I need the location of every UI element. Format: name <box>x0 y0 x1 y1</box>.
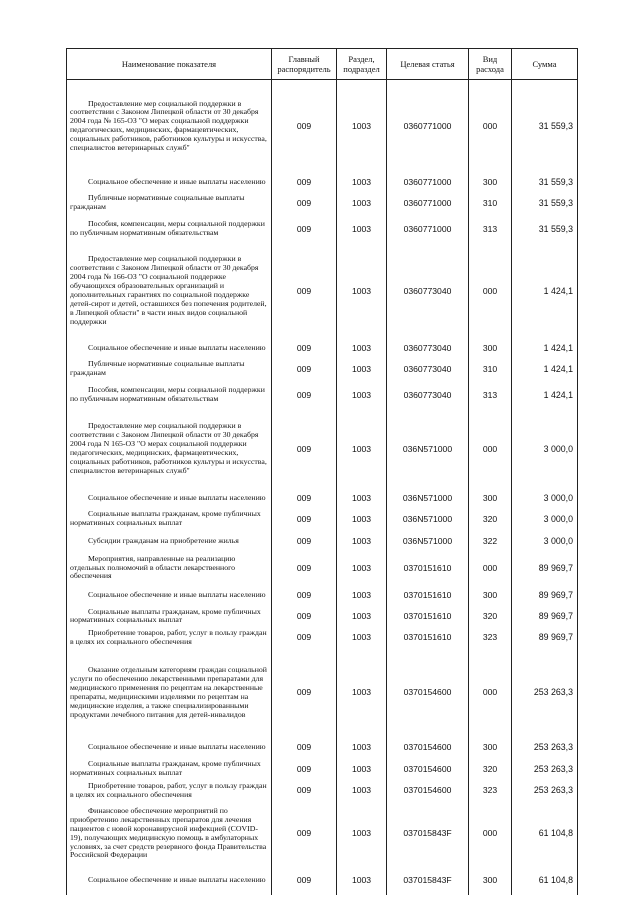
row-admin: 009 <box>272 410 337 488</box>
row-sum: 253 263,3 <box>512 736 578 758</box>
row-article: 036N571000 <box>387 488 469 508</box>
row-type: 000 <box>469 80 512 172</box>
header-section: Раздел, подраздел <box>337 49 387 80</box>
row-sum: 3 000,0 <box>512 530 578 552</box>
row-sum: 1 424,1 <box>512 338 578 358</box>
row-admin: 009 <box>272 508 337 530</box>
table-row <box>67 801 578 865</box>
row-admin: 009 <box>272 530 337 552</box>
table-row <box>67 508 578 530</box>
row-article: 037015843F <box>387 801 469 865</box>
row-type: 000 <box>469 410 512 488</box>
row-admin: 009 <box>272 488 337 508</box>
row-article: 036N571000 <box>387 410 469 488</box>
row-sum: 253 263,3 <box>512 648 578 736</box>
row-admin: 009 <box>272 172 337 192</box>
row-section: 1003 <box>337 488 387 508</box>
row-article: 0370151610 <box>387 606 469 627</box>
row-section: 1003 <box>337 80 387 172</box>
row-name <box>67 338 272 358</box>
row-section: 1003 <box>337 214 387 244</box>
row-type: 000 <box>469 648 512 736</box>
row-admin: 009 <box>272 358 337 380</box>
row-name <box>67 779 272 801</box>
row-sum: 89 969,7 <box>512 626 578 648</box>
row-name <box>67 508 272 530</box>
row-article: 0370151610 <box>387 626 469 648</box>
row-name <box>67 410 272 488</box>
row-admin: 009 <box>272 192 337 214</box>
row-article: 0360771000 <box>387 172 469 192</box>
header-type: Вид расхода <box>469 49 512 80</box>
row-section: 1003 <box>337 865 387 895</box>
row-sum: 253 263,3 <box>512 758 578 779</box>
row-name-text: Социальные выплаты гражданам, кроме публичных нормативных социальных выплат <box>70 759 261 778</box>
table-header-row <box>67 49 578 80</box>
row-name-text: Субсидии гражданам на приобретение жилья <box>88 535 239 545</box>
row-name <box>67 488 272 508</box>
table-row <box>67 172 578 192</box>
row-article: 0370154600 <box>387 736 469 758</box>
row-section: 1003 <box>337 508 387 530</box>
table-row <box>67 192 578 214</box>
row-type: 313 <box>469 214 512 244</box>
row-admin: 009 <box>272 758 337 779</box>
row-name <box>67 552 272 584</box>
row-section: 1003 <box>337 584 387 606</box>
row-name-text: Публичные нормативные социальные выплаты гражданам <box>70 193 245 211</box>
row-admin: 009 <box>272 214 337 244</box>
row-sum: 3 000,0 <box>512 488 578 508</box>
row-type: 310 <box>469 358 512 380</box>
row-type: 300 <box>469 338 512 358</box>
row-article: 0360773040 <box>387 358 469 380</box>
row-name <box>67 380 272 410</box>
row-article: 0370154600 <box>387 758 469 779</box>
row-section: 1003 <box>337 358 387 380</box>
row-name-text: Публичные нормативные социальные выплаты гражданам <box>70 359 245 377</box>
row-name-text: Предоставление мер социальной поддержки в соответствии с Законом Липецкой области от 30 декабря 2004 года № 165-ОЗ "О мерах социальной поддержки педагогических, медицинских, фармацевтических, социальных работников, работников культуры и искусства, специалистов ветеринарных служб" <box>70 98 267 153</box>
budget-table <box>66 48 578 895</box>
row-article: 037015843F <box>387 865 469 895</box>
row-sum: 61 104,8 <box>512 801 578 865</box>
row-name <box>67 530 272 552</box>
row-article: 0360771000 <box>387 192 469 214</box>
row-name <box>67 736 272 758</box>
row-article: 0370151610 <box>387 584 469 606</box>
header-admin: Главный распорядитель <box>272 49 337 80</box>
row-article: 0360773040 <box>387 244 469 338</box>
row-name <box>67 758 272 779</box>
row-type: 300 <box>469 488 512 508</box>
row-name-text: Приобретение товаров, работ, услуг в пользу граждан в целях их социального обеспечения <box>70 780 267 799</box>
row-type: 300 <box>469 736 512 758</box>
row-name-text: Мероприятия, направленные на реализацию отдельных полномочий в области лекарственного обеспечения <box>70 553 236 581</box>
row-type: 000 <box>469 244 512 338</box>
row-sum: 1 424,1 <box>512 358 578 380</box>
row-name-text: Приобретение товаров, работ, услуг в пользу граждан в целях их социального обеспечения <box>70 627 267 646</box>
row-admin: 009 <box>272 584 337 606</box>
header-sum: Сумма <box>512 49 578 80</box>
row-section: 1003 <box>337 626 387 648</box>
row-section: 1003 <box>337 736 387 758</box>
row-sum: 1 424,1 <box>512 380 578 410</box>
row-type: 310 <box>469 192 512 214</box>
row-sum: 253 263,3 <box>512 779 578 801</box>
row-admin: 009 <box>272 736 337 758</box>
row-article: 0370154600 <box>387 648 469 736</box>
row-section: 1003 <box>337 779 387 801</box>
row-sum: 61 104,8 <box>512 865 578 895</box>
row-name <box>67 214 272 244</box>
table-row <box>67 552 578 584</box>
table-row <box>67 736 578 758</box>
table-row <box>67 80 578 172</box>
row-name-text: Финансовое обеспечение мероприятий по приобретению лекарственных препаратов для лечения пациентов с новой коронавирусной инфекцией (COVID-19), получающих медицинскую помощь в амбулаторных условиях, за счет средств резервного фонда Правительства Российской Федерации <box>70 805 267 860</box>
row-name-text: Предоставление мер социальной поддержки в соответствии с Законом Липецкой области от 30 декабря 2004 года № 166-ОЗ "О социальной поддержке обучающихся образовательных организаций и дополнительных гарантиях по социальной поддержке детей-сирот и детей, оставшихся без попечения родителей, в Липецкой области" в части иных видов социальной поддержки <box>70 254 267 326</box>
table-row <box>67 626 578 648</box>
row-section: 1003 <box>337 244 387 338</box>
row-admin: 009 <box>272 244 337 338</box>
table-row <box>67 758 578 779</box>
row-article: 0370154600 <box>387 779 469 801</box>
row-name <box>67 358 272 380</box>
row-type: 322 <box>469 530 512 552</box>
row-type: 320 <box>469 606 512 627</box>
row-section: 1003 <box>337 338 387 358</box>
row-name-text: Пособия, компенсации, меры социальной поддержки по публичным нормативным обязательствам <box>70 219 265 237</box>
row-sum: 31 559,3 <box>512 80 578 172</box>
row-name <box>67 244 272 338</box>
row-type: 323 <box>469 626 512 648</box>
row-sum: 31 559,3 <box>512 192 578 214</box>
row-name-text: Социальные выплаты гражданам, кроме публичных нормативных социальных выплат <box>70 606 261 625</box>
row-admin: 009 <box>272 552 337 584</box>
row-type: 320 <box>469 508 512 530</box>
row-admin: 009 <box>272 80 337 172</box>
row-name-text: Социальное обеспечение и иные выплаты населению <box>88 176 266 186</box>
row-name-text: Социальные выплаты гражданам, кроме публичных нормативных социальных выплат <box>70 509 261 527</box>
row-name-text: Оказание отдельным категориям граждан социальной услуги по обеспечению лекарственными препаратами для медицинского применения по рецептам на лекарственные препараты, медицинскими изделиями по рецептам на медицинские изделия, а также специализированными продуктами лечебного питания для детей-инвалидов <box>70 665 267 719</box>
table-row <box>67 865 578 895</box>
row-type: 000 <box>469 801 512 865</box>
row-type: 300 <box>469 584 512 606</box>
budget-table-page <box>66 48 577 895</box>
row-type: 320 <box>469 758 512 779</box>
row-section: 1003 <box>337 606 387 627</box>
row-admin: 009 <box>272 626 337 648</box>
table-row <box>67 530 578 552</box>
table-row <box>67 648 578 736</box>
row-article: 0360773040 <box>387 338 469 358</box>
row-type: 323 <box>469 779 512 801</box>
table-row <box>67 380 578 410</box>
row-sum: 31 559,3 <box>512 172 578 192</box>
row-type: 300 <box>469 172 512 192</box>
table-row <box>67 338 578 358</box>
row-article: 0360771000 <box>387 80 469 172</box>
row-admin: 009 <box>272 865 337 895</box>
row-name-text: Социальное обеспечение и иные выплаты населению <box>88 492 266 502</box>
row-name <box>67 192 272 214</box>
row-admin: 009 <box>272 779 337 801</box>
row-sum: 3 000,0 <box>512 410 578 488</box>
row-admin: 009 <box>272 648 337 736</box>
row-admin: 009 <box>272 606 337 627</box>
row-sum: 3 000,0 <box>512 508 578 530</box>
row-name <box>67 584 272 606</box>
row-article: 0360771000 <box>387 214 469 244</box>
row-admin: 009 <box>272 338 337 358</box>
row-type: 313 <box>469 380 512 410</box>
row-article: 036N571000 <box>387 530 469 552</box>
row-sum: 89 969,7 <box>512 606 578 627</box>
table-row <box>67 214 578 244</box>
table-row <box>67 584 578 606</box>
row-type: 000 <box>469 552 512 584</box>
row-section: 1003 <box>337 192 387 214</box>
table-row <box>67 488 578 508</box>
row-article: 0370151610 <box>387 552 469 584</box>
row-name <box>67 865 272 895</box>
row-name-text: Социальное обеспечение и иные выплаты населению <box>88 589 266 599</box>
table-row <box>67 244 578 338</box>
row-name-text: Пособия, компенсации, меры социальной поддержки по публичным нормативным обязательствам <box>70 385 265 403</box>
row-name <box>67 606 272 627</box>
row-sum: 31 559,3 <box>512 214 578 244</box>
row-type: 300 <box>469 865 512 895</box>
row-section: 1003 <box>337 530 387 552</box>
table-row <box>67 606 578 627</box>
row-section: 1003 <box>337 648 387 736</box>
table-row <box>67 779 578 801</box>
row-name-text: Предоставление мер социальной поддержки в соответствии с Законом Липецкой области от 30 декабря 2004 года N 165-ОЗ "О мерах социальной поддержки педагогических, медицинских, фармацевтических, социальных работников, работников культуры и искусства, специалистов ветеринарных служб" <box>70 421 267 475</box>
row-name-text: Социальное обеспечение и иные выплаты населению <box>88 342 266 352</box>
row-admin: 009 <box>272 801 337 865</box>
table-row <box>67 410 578 488</box>
row-sum: 1 424,1 <box>512 244 578 338</box>
table-row <box>67 358 578 380</box>
row-article: 036N571000 <box>387 508 469 530</box>
row-name-text: Социальное обеспечение и иные выплаты населению <box>88 875 266 885</box>
row-name <box>67 626 272 648</box>
row-section: 1003 <box>337 801 387 865</box>
row-name <box>67 172 272 192</box>
row-section: 1003 <box>337 758 387 779</box>
row-name-text: Социальное обеспечение и иные выплаты населению <box>88 742 266 752</box>
header-name: Наименование показателя <box>67 49 272 80</box>
row-name <box>67 801 272 865</box>
row-article: 0360773040 <box>387 380 469 410</box>
header-article: Целевая статья <box>387 49 469 80</box>
row-sum: 89 969,7 <box>512 552 578 584</box>
row-name <box>67 80 272 172</box>
row-admin: 009 <box>272 380 337 410</box>
row-sum: 89 969,7 <box>512 584 578 606</box>
row-section: 1003 <box>337 172 387 192</box>
row-section: 1003 <box>337 410 387 488</box>
row-section: 1003 <box>337 552 387 584</box>
row-section: 1003 <box>337 380 387 410</box>
row-name <box>67 648 272 736</box>
